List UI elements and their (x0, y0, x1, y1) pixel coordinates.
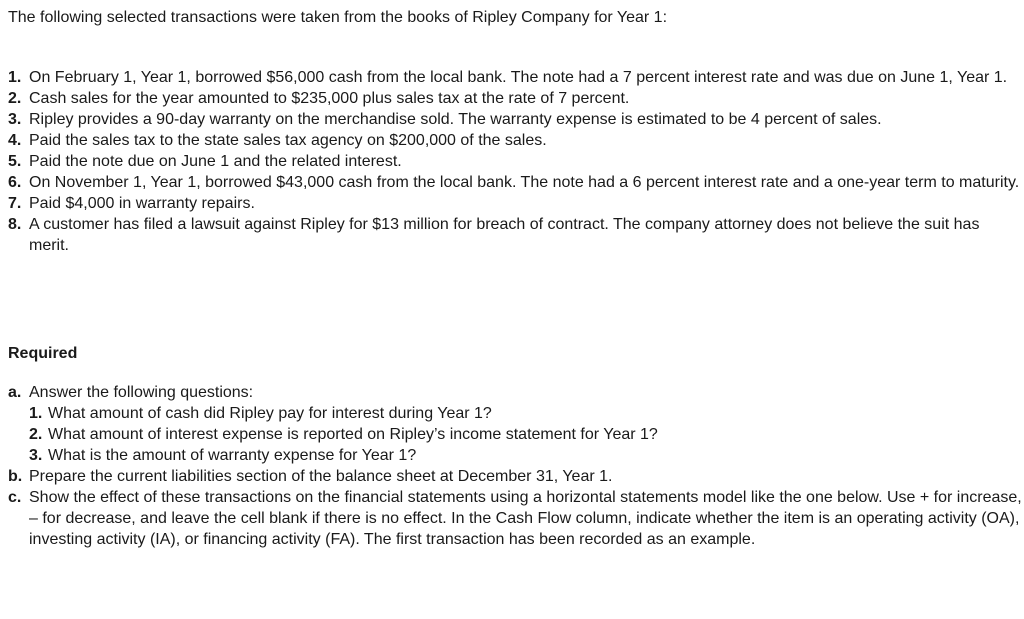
question-number: 2. (29, 426, 43, 443)
requirements-list (8, 382, 1022, 550)
question-number: 3. (29, 447, 43, 464)
required-heading: Required (8, 345, 78, 362)
requirement-text: Show the effect of these transactions on the financial statements using a horizontal statements model like the one below. Use + for increase, – for decrease, and leave the cell blank if there is no effect. In the Cash Flow column, indicate whether the item is an operating activity (OA), investing activity (IA), or financing activity (FA). The first transaction has been recorded as an example. (29, 489, 1022, 548)
requirement-text: Prepare the current liabilities section of the balance sheet at December 31, Year 1. (29, 468, 613, 485)
transaction-item (8, 109, 1020, 130)
transaction-number: 3. (8, 111, 22, 128)
question-item (29, 445, 1022, 466)
transaction-item (8, 193, 1020, 214)
transaction-text: A customer has filed a lawsuit against Ripley for $13 million for breach of contract. The company attorney does not believe the suit has merit. (29, 216, 980, 254)
transaction-number: 4. (8, 132, 22, 149)
transactions-list (8, 67, 1020, 256)
question-item (29, 424, 1022, 445)
transaction-item (8, 88, 1020, 109)
problem-intro: The following selected transactions were taken from the books of Ripley Company for Year 1: (8, 9, 668, 26)
requirement-label: c. (8, 489, 22, 506)
requirement-label: b. (8, 468, 23, 485)
question-item (29, 403, 1022, 424)
question-list (29, 403, 1022, 466)
transaction-text: On February 1, Year 1, borrowed $56,000 cash from the local bank. The note had a 7 percent interest rate and was due on June 1, Year 1. (29, 69, 1008, 86)
transaction-number: 8. (8, 216, 22, 233)
transaction-item (8, 172, 1020, 193)
transaction-item (8, 214, 1020, 256)
transaction-text: Cash sales for the year amounted to $235,000 plus sales tax at the rate of 7 percent. (29, 90, 630, 107)
transaction-text: Paid $4,000 in warranty repairs. (29, 195, 255, 212)
question-text: What amount of interest expense is reported on Ripley’s income statement for Year 1? (48, 426, 658, 443)
requirement-a (8, 382, 1022, 466)
transaction-number: 7. (8, 195, 22, 212)
transaction-text: On November 1, Year 1, borrowed $43,000 cash from the local bank. The note had a 6 percent interest rate and a one-year term to maturity. (29, 174, 1020, 191)
transaction-item (8, 67, 1020, 88)
transaction-text: Ripley provides a 90-day warranty on the merchandise sold. The warranty expense is estimated to be 4 percent of sales. (29, 111, 882, 128)
question-text: What amount of cash did Ripley pay for interest during Year 1? (48, 405, 492, 422)
requirement-text: Answer the following questions: (29, 384, 254, 401)
transaction-item (8, 130, 1020, 151)
question-number: 1. (29, 405, 43, 422)
transaction-number: 6. (8, 174, 22, 191)
transaction-number: 1. (8, 69, 22, 86)
requirement-c (8, 487, 1022, 550)
requirement-b (8, 466, 1022, 487)
transaction-item (8, 151, 1020, 172)
transaction-number: 2. (8, 90, 22, 107)
transaction-text: Paid the note due on June 1 and the related interest. (29, 153, 402, 170)
requirement-label: a. (8, 384, 22, 401)
question-text: What is the amount of warranty expense for Year 1? (48, 447, 417, 464)
transaction-text: Paid the sales tax to the state sales tax agency on $200,000 of the sales. (29, 132, 547, 149)
transaction-number: 5. (8, 153, 22, 170)
